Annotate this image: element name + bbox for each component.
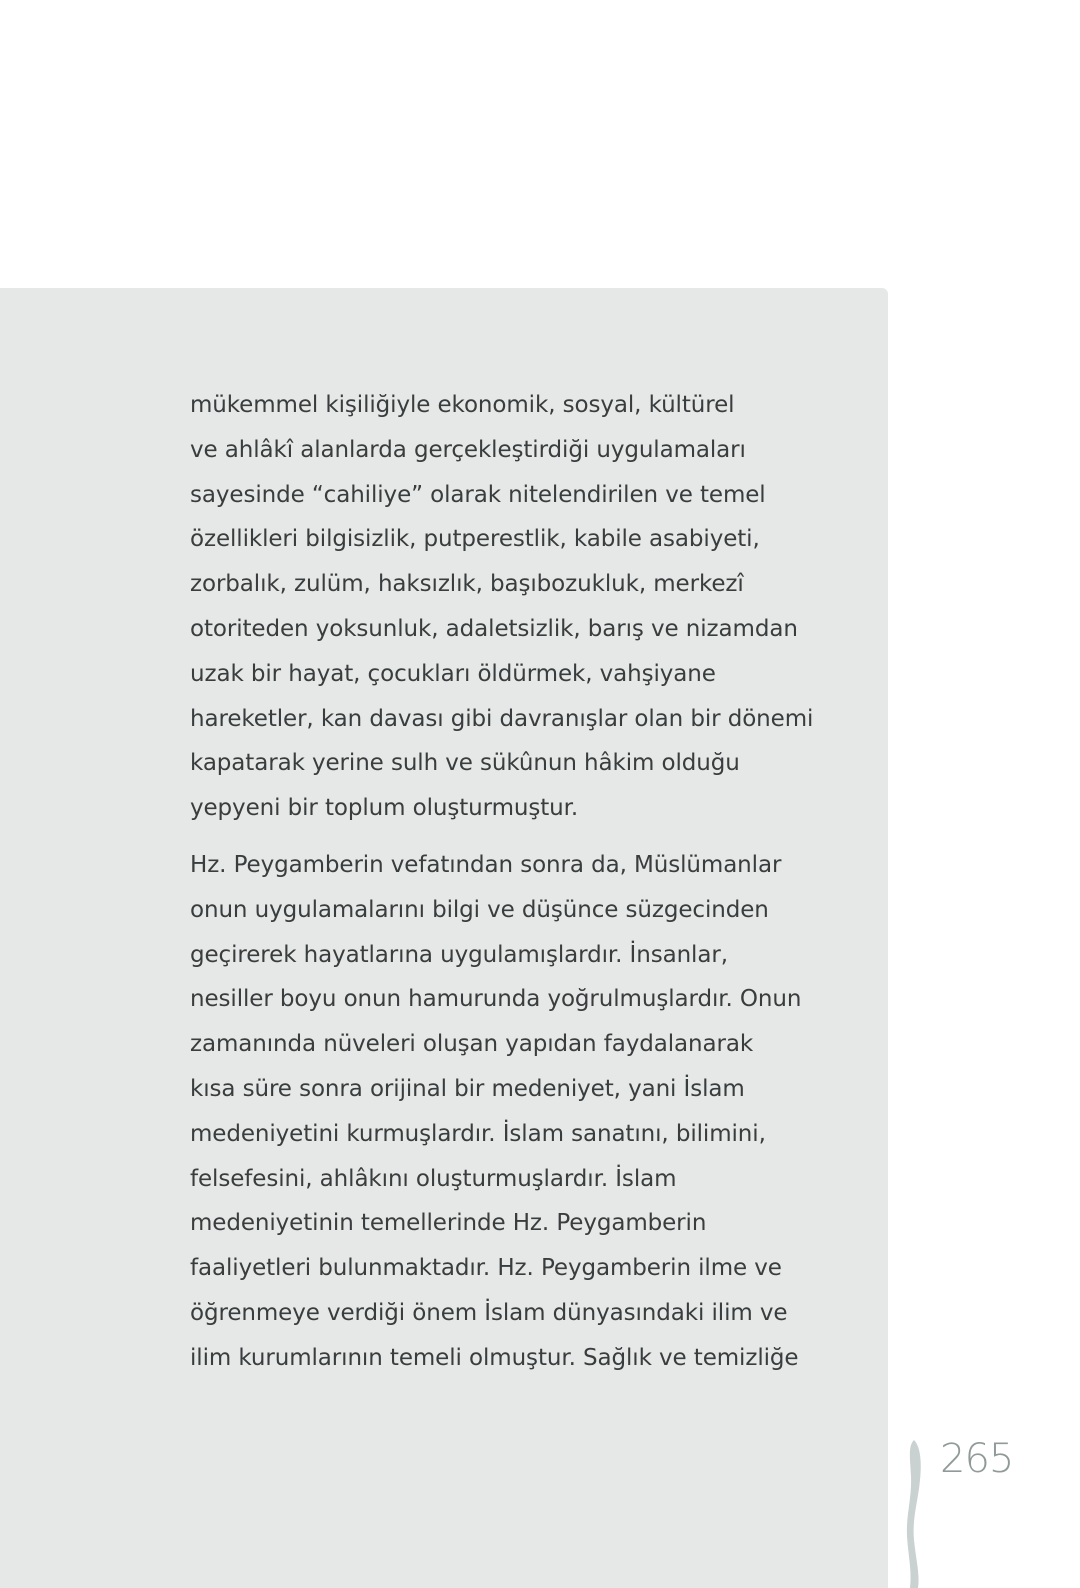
text-line: ilim kurumlarının temeli olmuştur. Sağlık ve temizliğe [190,1344,799,1371]
text-line: onun uygulamalarını bilgi ve düşünce süzgecinden [190,896,769,923]
text-line: medeniyetini kurmuşlardır. İslam sanatını, bilimini, [190,1120,766,1147]
body-text [190,383,830,1393]
paragraph-2 [190,843,830,1381]
page-marker-ornament [906,1440,928,1588]
text-line: nesiller boyu onun hamurunda yoğrulmuşlardır. Onun [190,986,802,1013]
text-line: geçirerek hayatlarına uygulamışlardır. İnsanlar, [190,941,728,968]
text-line: sayesinde “cahiliye” olarak nitelendirilen ve temel [190,481,766,508]
text-line: Hz. Peygamberin vefatından sonra da, Müslümanlar [190,851,782,878]
paragraph-1 [190,383,830,831]
text-line: felsefesini, ahlâkını oluşturmuşlardır. İslam [190,1165,677,1192]
text-line: zorbalık, zulüm, haksızlık, başıbozukluk, merkezî [190,571,744,598]
text-line: özellikleri bilgisizlik, putperestlik, kabile asabiyeti, [190,526,760,553]
page-marker-shape [907,1440,921,1588]
text-line: otoriteden yoksunluk, adaletsizlik, barış ve nizamdan [190,615,798,642]
text-line: mükemmel kişiliğiyle ekonomik, sosyal, kültürel [190,392,735,418]
text-line: uzak bir hayat, çocukları öldürmek, vahşiyane [190,660,716,687]
text-line: öğrenmeye verdiği önem İslam dünyasındaki ilim ve [190,1299,788,1326]
text-line: medeniyetinin temellerinde Hz. Peygamberin [190,1210,707,1237]
text-line: zamanında nüveleri oluşan yapıdan faydalanarak [190,1031,754,1058]
text-line: kapatarak yerine sulh ve sükûnun hâkim olduğu [190,750,740,777]
page-number: 265 [940,1436,1014,1482]
text-line: hareketler, kan davası gibi davranışlar olan bir dönemi [190,705,814,732]
text-line: ve ahlâkî alanlarda gerçekleştirdiği uygulamaları [190,436,746,463]
text-line: kısa süre sonra orijinal bir medeniyet, yani İslam [190,1075,745,1102]
text-line: faaliyetleri bulunmaktadır. Hz. Peygamberin ilme ve [190,1255,782,1282]
text-line: yepyeni bir toplum oluşturmuştur. [190,795,579,822]
